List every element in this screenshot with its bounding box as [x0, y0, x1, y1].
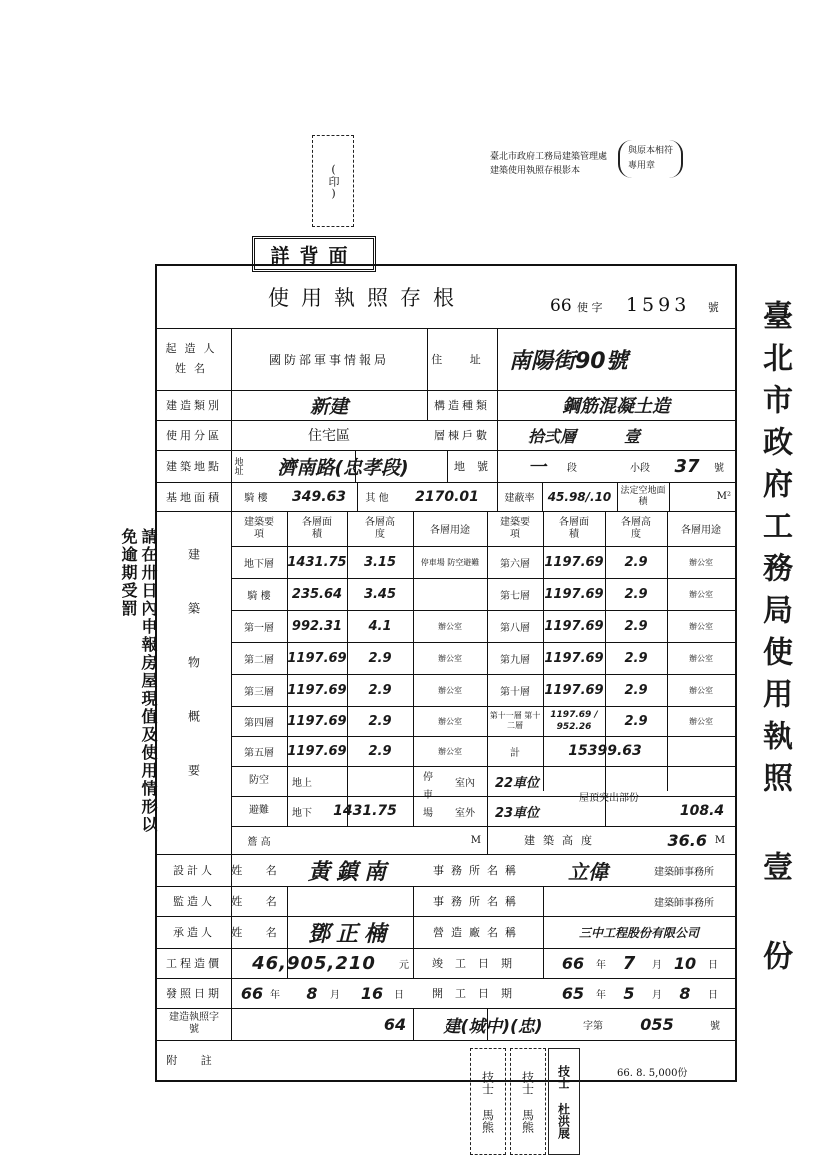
- value-shelter-down: 1431.75: [333, 803, 397, 819]
- value-designer-name: 黃鎮南: [307, 859, 392, 885]
- top-stamp-right-line: 與原本相符: [628, 146, 674, 156]
- left-margin-note-text: 請在卅日內申報房屋現值及使用情形以免逾期受罰: [119, 528, 158, 834]
- value-other-area: 2170.01: [415, 488, 479, 505]
- value-contractor-name: 鄧正楠: [307, 921, 392, 947]
- floor-use: 辦公室: [689, 621, 713, 631]
- floor-use: 辦公室: [689, 716, 713, 726]
- floor-head-item: 建築要項: [500, 516, 530, 540]
- form-number-prefix: 66: [550, 296, 572, 316]
- label-hao: 號: [714, 462, 724, 474]
- value-parking-in: 22車位: [494, 775, 540, 791]
- floor-height: 2.9: [624, 554, 648, 570]
- floor-name: 第十層: [500, 686, 530, 698]
- value-start-y: 65: [561, 983, 585, 1003]
- floor-area: 1197.69: [544, 554, 604, 570]
- value-buildings: 壹: [623, 426, 640, 446]
- label-complete-month: 月: [652, 959, 662, 971]
- detail-banner-text: 詳背面: [270, 244, 358, 267]
- label-coverage: 建蔽率: [504, 493, 535, 504]
- floor-name: 第十一層 第十二層: [489, 711, 541, 730]
- floor-use: 辦公室: [438, 746, 462, 756]
- floor-height: 2.9: [368, 682, 392, 698]
- value-parking-out: 23車位: [494, 805, 540, 821]
- bottom-stamp-text: 技士 馬熊: [480, 1070, 495, 1133]
- floor-height: 4.1: [368, 618, 392, 634]
- floor-head-item: 建築要項: [244, 516, 274, 540]
- floor-area: 1197.69: [544, 586, 604, 602]
- floor-use: 辦公室: [438, 685, 462, 695]
- floor-area: 1197.69: [287, 650, 347, 666]
- floor-name: 第三層: [244, 686, 274, 698]
- value-lot-number: 37: [674, 455, 700, 477]
- label-start-month: 月: [652, 989, 662, 1001]
- value-start-m: 5: [623, 983, 635, 1003]
- value-location: 濟南路(忠孝段): [277, 456, 409, 479]
- left-margin-note: [118, 528, 158, 838]
- label-roof-part: 屋頂突出部份: [579, 792, 639, 804]
- side-seal-stamp: [312, 135, 354, 227]
- top-stamp-left: [490, 150, 607, 178]
- label-contractor-firm: 營造廠名稱: [433, 926, 523, 939]
- floor-height: 2.9: [368, 743, 392, 759]
- top-stamp-right: [618, 140, 683, 178]
- label-permit-hao: 號: [710, 1020, 720, 1032]
- side-seal-text: (印): [327, 162, 340, 200]
- floor-height: 3.45: [363, 586, 397, 602]
- floor-head-use: 各層用途: [681, 525, 721, 536]
- right-margin-stamp-text: 臺北市政府工務局使用執照 壹 份: [757, 300, 792, 982]
- floor-use: 辦公室: [438, 653, 462, 663]
- bottom-stamp-text: 技士 馬熊: [520, 1070, 535, 1133]
- floor-height: 2.9: [624, 713, 648, 729]
- label-floors-units: 層棟戶數: [434, 429, 490, 442]
- floor-name: 第九層: [500, 654, 530, 666]
- label-lot: 地號: [454, 460, 500, 473]
- label-complete-day: 日: [708, 959, 718, 971]
- value-issue-d: 16: [360, 983, 384, 1003]
- label-supervisor-arch-office: 建築師事務所: [654, 897, 714, 909]
- label-supervisor-name: 姓 名: [231, 895, 287, 908]
- floor-head-height: 各層高度: [621, 516, 651, 540]
- value-arcade-area: 349.63: [291, 488, 347, 505]
- value-complete-d: 10: [673, 953, 697, 973]
- bottom-stamp: [510, 1048, 546, 1155]
- value-build-type: 新建: [309, 395, 348, 418]
- form-title: [217, 282, 517, 312]
- label-note: 附 註: [166, 1054, 222, 1067]
- floor-area: 235.64: [291, 586, 343, 602]
- form-title-text: 使用執照存根: [268, 286, 466, 310]
- label-designer-arch-office: 建築師事務所: [654, 866, 714, 878]
- floor-name: 第四層: [244, 717, 274, 729]
- bottom-stamp-text: 技士 杜洪展: [556, 1064, 571, 1139]
- label-legal-open: 法定空地面積: [620, 485, 666, 507]
- floor-use: 辦公室: [438, 716, 462, 726]
- label-permit-word-no: 字第: [583, 1020, 603, 1032]
- floor-height: 2.9: [624, 650, 648, 666]
- value-building-height: 36.6: [667, 830, 707, 850]
- label-parking-out: 室外: [455, 807, 475, 819]
- floor-area: 1197.69 / 952.26: [550, 710, 598, 732]
- floor-use: 辦公室: [689, 653, 713, 663]
- unit-legal-open: M²: [716, 491, 731, 502]
- unit-building-height: M: [714, 834, 726, 846]
- label-complete-date: 竣工日期: [432, 957, 524, 970]
- floor-name: 第五層: [244, 747, 274, 759]
- label-start-year: 年: [596, 989, 606, 1001]
- floor-head-area: 各層面積: [559, 516, 589, 540]
- floor-height: 2.9: [368, 713, 392, 729]
- floor-name: 第二層: [244, 654, 274, 666]
- label-issue-year: 年: [270, 989, 280, 1001]
- permit-form: [155, 264, 737, 1082]
- floor-use: [413, 578, 487, 610]
- value-complete-m: 7: [622, 952, 636, 974]
- value-use-zone: 住宅區: [308, 428, 350, 444]
- floor-area: 1197.69: [544, 650, 604, 666]
- label-build-location: 建築地點: [166, 460, 222, 473]
- floor-area: 1197.69: [287, 713, 347, 729]
- form-number-char: 使 字: [577, 301, 603, 314]
- value-floors: 拾弍層: [527, 426, 576, 446]
- floor-height: 2.9: [624, 618, 648, 634]
- label-contractor-name: 姓 名: [231, 926, 287, 939]
- value-structure-type: 鋼筋混凝土造: [562, 396, 670, 417]
- value-designer-office: 立偉: [568, 859, 608, 884]
- floor-use: 辦公室: [689, 589, 713, 599]
- floor-area: 1197.69: [544, 682, 604, 698]
- bottom-stamp: [470, 1048, 506, 1155]
- label-permit-no: 建造執照字號: [169, 1012, 219, 1035]
- label-issue-day: 日: [394, 989, 404, 1001]
- label-designer-name: 姓 名: [231, 864, 287, 877]
- floor-use: 辦公室: [689, 557, 713, 567]
- label-duan: 段: [567, 462, 577, 474]
- floor-height: 2.9: [624, 586, 648, 602]
- label-complete-year: 年: [596, 959, 606, 971]
- label-cost: 工程造價: [166, 957, 222, 970]
- form-number-suffix: 號: [707, 301, 719, 314]
- value-complete-y: 66: [561, 953, 585, 973]
- value-coverage: 45.98/.10: [547, 489, 612, 504]
- label-building-height: 建築高度: [524, 834, 600, 847]
- floor-name: 第八層: [500, 622, 530, 634]
- floor-name: 地下層: [244, 558, 274, 570]
- floor-use: 辦公室: [438, 621, 462, 631]
- floor-name: 第一層: [244, 622, 274, 634]
- label-lot-prefix: 地址: [232, 457, 243, 475]
- label-designer: 設計人: [173, 864, 215, 877]
- unit-eave: M: [470, 834, 481, 846]
- value-address: 南陽街90號: [509, 348, 628, 374]
- top-stamp-right-line: 專用章: [628, 161, 656, 171]
- floor-height: 2.9: [368, 650, 392, 666]
- label-issue-date: 發照日期: [166, 987, 222, 1000]
- floor-head-use: 各層用途: [430, 525, 470, 536]
- label-parking-in: 室內: [455, 777, 475, 789]
- form-number: [550, 294, 719, 316]
- label-structure-type: 構造種類: [434, 399, 490, 412]
- floor-use: 辦公室: [689, 685, 713, 695]
- floor-total-label: 計: [510, 747, 520, 759]
- floor-use: 停車場 防空避難: [420, 557, 480, 567]
- label-overview: 建築物概要: [186, 547, 201, 818]
- value-issue-y: 66: [240, 983, 264, 1003]
- label-builder-name: 起造人 姓名: [165, 342, 223, 375]
- value-permit-word: 建(城中)(忠): [443, 1016, 543, 1037]
- label-build-type: 建造類別: [166, 399, 222, 412]
- label-parking: 停車場: [423, 772, 433, 819]
- floor-name: 第六層: [500, 558, 530, 570]
- floor-name: 第七層: [500, 590, 530, 602]
- value-cost: 46,905,210: [252, 952, 376, 974]
- label-supervisor-office: 事務所名稱: [433, 895, 523, 908]
- floor-area: 1197.69: [544, 618, 604, 634]
- label-designer-office: 事務所名稱: [433, 864, 523, 877]
- label-base-area: 基地面積: [166, 490, 222, 504]
- value-roof-area: 108.4: [679, 803, 725, 819]
- top-stamp-line: 建築使用執照存根影本: [490, 166, 581, 176]
- bottom-stamp: [548, 1048, 580, 1155]
- value-builder: 國防部軍事情報局: [268, 352, 389, 367]
- floor-height: 3.15: [363, 554, 397, 570]
- floor-area: 1197.69: [287, 743, 347, 759]
- label-shelter-down: 地下: [292, 807, 312, 819]
- value-permit-number: 055: [640, 1014, 674, 1034]
- label-shelter-up: 地上: [292, 777, 312, 789]
- label-shelter: 防空避難: [249, 775, 269, 816]
- value-permit-year: 64: [383, 1014, 407, 1034]
- label-xiaoduan: 小段: [630, 462, 650, 474]
- label-use-zone: 使用分區: [166, 429, 222, 442]
- label-arcade: 騎 樓: [244, 493, 268, 504]
- value-contractor-firm: 三中工程股份有限公司: [578, 925, 699, 940]
- floor-head-height: 各層高度: [365, 516, 395, 540]
- right-margin-stamp: [752, 300, 796, 1000]
- value-lot-duan: 一: [528, 457, 546, 478]
- floor-area: 1197.69: [287, 682, 347, 698]
- floor-total-area: 15399.63: [568, 743, 642, 759]
- label-other: 其 他: [365, 493, 389, 504]
- form-number-value: 1593: [625, 294, 691, 316]
- printed-note: 66. 8. 5,000份: [617, 1068, 688, 1079]
- floor-head-area: 各層面積: [302, 516, 332, 540]
- label-start-day: 日: [708, 989, 718, 1001]
- value-start-d: 8: [679, 983, 691, 1003]
- value-issue-m: 8: [306, 983, 318, 1003]
- floor-height: 2.9: [624, 682, 648, 698]
- label-supervisor: 監造人: [173, 895, 215, 908]
- top-stamp-line: 臺北市政府工務局建築管理處: [490, 152, 608, 162]
- label-start-date: 開工日期: [432, 987, 524, 1000]
- floor-area: 992.31: [291, 618, 343, 634]
- floor-name: 騎 樓: [247, 590, 271, 602]
- label-address: 住 址: [431, 353, 493, 366]
- floor-area: 1431.75: [287, 554, 347, 570]
- label-issue-month: 月: [330, 989, 340, 1001]
- label-contractor: 承造人: [173, 926, 215, 939]
- label-eave-height: 簷 高: [247, 836, 271, 848]
- unit-yuan: 元: [399, 959, 409, 971]
